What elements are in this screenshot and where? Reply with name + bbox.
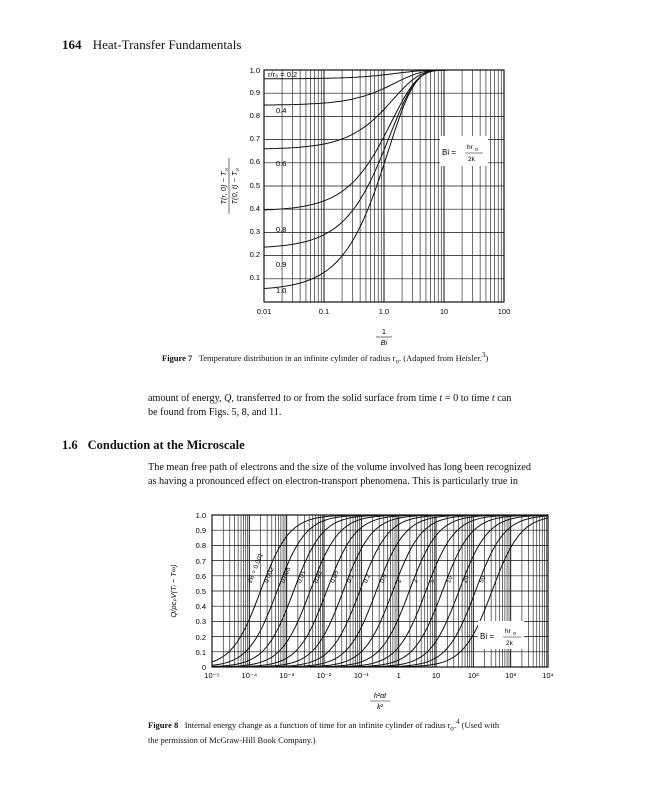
svg-text:2k: 2k — [468, 156, 475, 163]
f8-xtick: 10⁻⁴ — [241, 671, 258, 680]
figure-8-x-label — [370, 693, 390, 711]
svg-text:hr: hr — [467, 144, 473, 151]
f8-curve-label: 2B = 0.001 — [246, 552, 265, 585]
f8-curve-label: 0.002 — [263, 566, 276, 585]
figure-7-y-label — [219, 158, 241, 214]
f8-xtick: 10 — [431, 671, 441, 680]
svg-text:Bi =: Bi = — [480, 632, 495, 641]
f7-ytick: 0.6 — [249, 157, 260, 166]
figure-8-y-label — [169, 564, 178, 618]
svg-text:o: o — [513, 631, 516, 637]
figure-7-caption: Figure 7 Temperature distribution in an infinite cylinder of radius $r_o$. (Adapted from Heisler.$^3$) — [162, 351, 489, 366]
svg-text:T(0, t) − T∞: T(0, $t) - T_\infty$ — [230, 167, 241, 205]
svg-text:T(r, 0) − T∞: T(r, $0) - T_\infty$ — [219, 167, 230, 205]
f8-curve-label: 0.005 — [279, 566, 293, 585]
paragraph-1: amount of energy, Q, transferred to or from the solid surface from time t = 0 to time t can be found from Figs. 5, 8, and 11. — [148, 393, 512, 418]
f7-ytick: 1.0 — [249, 66, 260, 75]
figure-7-chart — [190, 60, 520, 360]
figure-8-bi-label — [478, 621, 524, 649]
f8-xtick: 1 — [396, 671, 401, 680]
f8-xtick: 10⁴ — [542, 671, 554, 680]
f8-curve-label: 0.02 — [312, 569, 324, 585]
figure-8-chart — [150, 505, 570, 715]
f7-curve-label: 0.8 — [276, 225, 287, 234]
f8-curve-label: 0.1 — [345, 573, 356, 585]
f8-ytick: 0.9 — [195, 526, 206, 535]
f7-xtick: 1.0 — [378, 307, 390, 316]
f8-curve-label: 2 — [411, 578, 420, 585]
f8-curve-label: 1 — [395, 578, 404, 585]
f7-ytick: 0.8 — [249, 111, 260, 120]
f8-curve-label: 0.2 — [362, 573, 373, 585]
running-title: Heat-Transfer Fundamentals — [92, 37, 242, 52]
f8-curve-label: 20 — [461, 574, 471, 585]
f7-ytick: 0.1 — [249, 273, 260, 282]
f8-ytick: 0.1 — [195, 648, 206, 657]
page-number: 164 — [62, 37, 82, 52]
f8-ytick: 1.0 — [195, 511, 206, 520]
figure-7-y-ticks — [250, 66, 260, 282]
figure-7-bi-label — [440, 136, 488, 166]
f8-ytick: 0 — [201, 663, 206, 672]
f8-curve-label: 10 — [444, 574, 455, 585]
f7-xtick: 100 — [497, 307, 511, 316]
f8-ytick: 0.3 — [195, 617, 206, 626]
f7-ytick: 0.7 — [249, 134, 260, 143]
f8-xtick: 10⁻² — [316, 671, 332, 680]
paragraph-2: The mean free path of electrons and the size of the volume involved has long been recognized as having a pronounced effect on electron-transport phenomena. This is particularly true in — [148, 462, 532, 487]
svg-text:Bi =: Bi = — [442, 148, 457, 157]
svg-text:Bi: Bi — [380, 338, 388, 347]
f8-xtick: 10⁻³ — [279, 671, 295, 680]
f8-curve-label: 0.01 — [296, 569, 308, 585]
figure-8-caption: Figure 8 Internal energy change as a function of time for an infinite cylinder of radius $r_o.^4$ (Used with the permission of McGraw-Hill Book Company.) — [148, 718, 500, 745]
f7-xtick: 0.01 — [256, 307, 272, 316]
svg-text:1: 1 — [381, 327, 387, 336]
f7-xtick: 0.1 — [318, 307, 330, 316]
f7-curve-label: r/r₀ = 0.2 — [268, 70, 298, 79]
f8-curve-label: 0.5 — [378, 573, 389, 585]
figure-7-x-label — [376, 327, 392, 347]
svg-text:k²: k² — [377, 704, 383, 711]
f8-xtick: 10³ — [505, 671, 517, 680]
f8-ytick: 0.5 — [195, 587, 206, 596]
f8-xtick: 10⁻⁵ — [204, 671, 220, 680]
f8-ytick: 0.4 — [195, 602, 206, 611]
svg-text:o: o — [475, 147, 478, 153]
f7-curve-label: 0.4 — [276, 106, 287, 115]
f7-ytick: 0.3 — [249, 227, 260, 236]
figure-8-x-ticks — [204, 671, 554, 680]
figure-7-x-ticks — [257, 307, 511, 316]
f8-ytick: 0.7 — [195, 557, 206, 566]
f8-ytick: 0.8 — [195, 541, 206, 550]
f8-curve-label: 5 — [428, 578, 437, 585]
running-header — [62, 37, 241, 53]
svg-text:2k: 2k — [506, 640, 513, 647]
f7-curve-label: 0.6 — [276, 159, 287, 168]
figure-8-y-ticks — [196, 511, 206, 672]
f8-ytick: 0.2 — [195, 633, 206, 642]
f7-ytick: 0.9 — [249, 88, 260, 97]
f7-curve-label: 0.9 — [276, 260, 287, 269]
f8-ytick: 0.6 — [195, 572, 206, 581]
svg-text:Q/ρcₚV(Tᵢ − T∞): Q/ρcₚV(Tᵢ − T∞) — [169, 564, 178, 618]
f8-curve-label: 0.05 — [329, 569, 341, 585]
f8-xtick: 10⁻¹ — [353, 671, 369, 680]
section-heading: 1.6 Conduction at the Microscale — [62, 438, 245, 452]
f7-curve-label: 1.0 — [276, 286, 287, 295]
svg-text:h²αt: h²αt — [373, 693, 387, 700]
svg-text:hr: hr — [505, 628, 511, 635]
f7-ytick: 0.4 — [249, 204, 260, 213]
f7-ytick: 0.2 — [249, 250, 260, 259]
f7-ytick: 0.5 — [249, 181, 260, 190]
f8-xtick: 10² — [467, 671, 479, 680]
f7-xtick: 10 — [439, 307, 449, 316]
f8-curve-label: 50 — [478, 574, 488, 585]
